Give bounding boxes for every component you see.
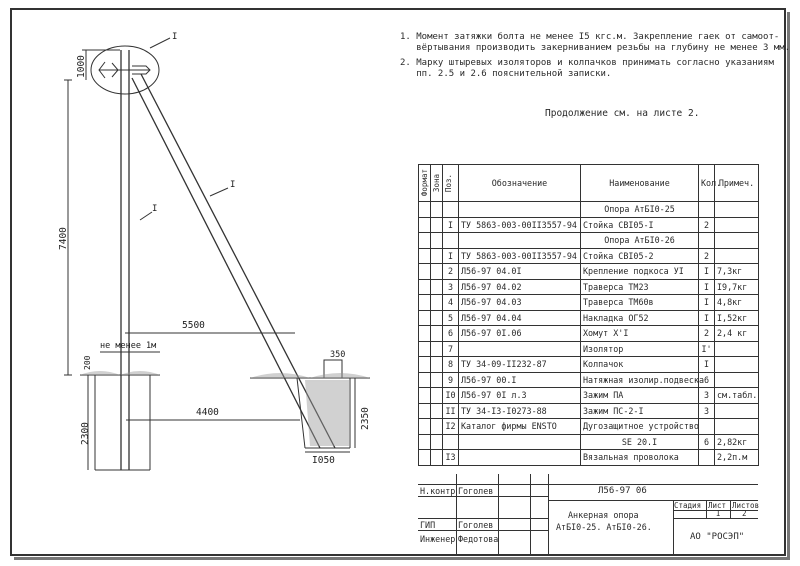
cell-note xyxy=(715,341,759,357)
cell-format xyxy=(419,217,431,233)
cell-pos: I2 xyxy=(443,419,459,435)
table-row xyxy=(419,357,759,373)
cell-name: Зажим ПС-2-I xyxy=(581,403,699,419)
title-block xyxy=(418,474,758,556)
cell-name: Натяжная изолир.подвеска xyxy=(581,372,699,388)
cell-designation: ТУ 34-09-II232-87 xyxy=(459,357,581,373)
cell-format xyxy=(419,341,431,357)
cell-qty xyxy=(699,450,715,466)
cell-note xyxy=(715,357,759,373)
doc-title-1: Анкерная опора xyxy=(568,510,639,520)
role-gip: ГИП xyxy=(420,520,436,530)
table-row xyxy=(419,310,759,326)
cell-pos xyxy=(443,202,459,218)
cell-name: Стойка СВI05-I xyxy=(581,217,699,233)
cell-pos: 2 xyxy=(443,264,459,280)
cell-format xyxy=(419,326,431,342)
cell-note xyxy=(715,419,759,435)
doc-code: Л56-97 06 xyxy=(598,486,647,496)
table-row xyxy=(419,326,759,342)
cell-qty: I xyxy=(699,279,715,295)
cell-note: I,52кг xyxy=(715,310,759,326)
cell-note xyxy=(715,403,759,419)
cell-zone xyxy=(431,403,443,419)
cell-format xyxy=(419,450,431,466)
cell-designation: Л56-97 04.02 xyxy=(459,279,581,295)
cell-qty xyxy=(699,233,715,249)
specification-table xyxy=(418,164,759,466)
cell-pos: II xyxy=(443,403,459,419)
table-row xyxy=(419,450,759,466)
continuation-note: Продолжение см. на листе 2. xyxy=(545,108,700,119)
table-row xyxy=(419,388,759,404)
table-row xyxy=(419,372,759,388)
cell-zone xyxy=(431,450,443,466)
cell-name: SE 20.I xyxy=(581,434,699,450)
cell-qty xyxy=(699,202,715,218)
note-line-2: вёртывания производить закерниванием резьбы на глубину не менее 3 мм. xyxy=(400,43,791,53)
cell-qty: I xyxy=(699,357,715,373)
cell-designation: ТУ 5863-003-00II3557-94 xyxy=(459,217,581,233)
cell-name: Дугозащитное устройство xyxy=(581,419,699,435)
dim-base-right: I050 xyxy=(312,455,335,466)
cell-note: 7,3кг xyxy=(715,264,759,280)
cell-pos: 8 xyxy=(443,357,459,373)
cell-format xyxy=(419,434,431,450)
cell-designation xyxy=(459,450,581,466)
sheet-header: Лист xyxy=(708,501,727,510)
cell-format xyxy=(419,357,431,373)
cell-note xyxy=(715,202,759,218)
table-row xyxy=(419,403,759,419)
table-row xyxy=(419,233,759,249)
cell-qty xyxy=(699,419,715,435)
cell-designation: Л56-97 04.03 xyxy=(459,295,581,311)
cell-zone xyxy=(431,372,443,388)
cell-qty: I' xyxy=(699,341,715,357)
cell-qty: 2 xyxy=(699,248,715,264)
cell-qty: I xyxy=(699,295,715,311)
cell-note: 2,82кг xyxy=(715,434,759,450)
note-line-4: пп. 2.5 и 2.6 пояснительной записки. xyxy=(400,69,612,79)
dim-depth-left: 2300 xyxy=(80,422,91,445)
cell-format xyxy=(419,233,431,249)
table-row xyxy=(419,202,759,218)
cell-note: I9,7кг xyxy=(715,279,759,295)
table-row xyxy=(419,295,759,311)
role-engineer: Инженер xyxy=(420,534,456,544)
sheets-value: 2 xyxy=(742,509,747,518)
cell-zone xyxy=(431,434,443,450)
cell-zone xyxy=(431,326,443,342)
table-row xyxy=(419,279,759,295)
cell-designation: Л56-97 0I.06 xyxy=(459,326,581,342)
cell-note: см.табл. xyxy=(715,388,759,404)
cell-qty: 6 xyxy=(699,372,715,388)
doc-title-2: АтБI0-25. АтБI0-26. xyxy=(556,522,652,532)
role-norm-control: Н.контр xyxy=(420,486,456,496)
table-row xyxy=(419,264,759,280)
stage-header: Стадия xyxy=(674,501,702,510)
cell-pos: 5 xyxy=(443,310,459,326)
sheet-value: I xyxy=(716,509,721,518)
cell-zone xyxy=(431,295,443,311)
dim-top-right: 350 xyxy=(330,350,346,360)
dim-height-total: 7400 xyxy=(58,227,69,250)
cell-qty: 3 xyxy=(699,388,715,404)
cell-pos: 6 xyxy=(443,326,459,342)
cell-note: 2,2п.м xyxy=(715,450,759,466)
cell-name: Накладка ОГ52 xyxy=(581,310,699,326)
cell-format xyxy=(419,279,431,295)
table-header-row xyxy=(419,165,759,202)
cell-pos xyxy=(443,434,459,450)
cell-note: 2,4 кг xyxy=(715,326,759,342)
dim-span-upper: 5500 xyxy=(182,320,205,331)
cell-zone xyxy=(431,264,443,280)
cell-name: Опора АтБI0-26 xyxy=(581,233,699,249)
cell-name: Зажим ПА xyxy=(581,388,699,404)
cell-format xyxy=(419,264,431,280)
cell-designation: ТУ 34-I3-I0273-88 xyxy=(459,403,581,419)
cell-format xyxy=(419,403,431,419)
callout-2: I xyxy=(152,204,158,214)
cell-pos: 9 xyxy=(443,372,459,388)
cell-qty: 3 xyxy=(699,403,715,419)
table-row xyxy=(419,419,759,435)
header-qty: Кол. xyxy=(699,165,715,202)
cell-zone xyxy=(431,388,443,404)
cell-pos: 7 xyxy=(443,341,459,357)
name-engineer: Федотова xyxy=(458,534,499,544)
cell-format xyxy=(419,295,431,311)
cell-zone xyxy=(431,310,443,326)
dim-span-lower: 4400 xyxy=(196,407,219,418)
header-note: Примеч. xyxy=(715,165,759,202)
cell-format xyxy=(419,372,431,388)
cell-name: Траверса ТМ60в xyxy=(581,295,699,311)
name-gip: Гоголев xyxy=(458,520,494,530)
cell-qty: I xyxy=(699,264,715,280)
cell-zone xyxy=(431,233,443,249)
header-designation: Обозначение xyxy=(459,165,581,202)
cell-format xyxy=(419,388,431,404)
table-row xyxy=(419,248,759,264)
cell-designation: Л56-97 00.I xyxy=(459,372,581,388)
cell-name: Изолятор xyxy=(581,341,699,357)
cell-format xyxy=(419,202,431,218)
cell-designation: Л56-97 04.0I xyxy=(459,264,581,280)
cell-note xyxy=(715,217,759,233)
dim-min-label: не менее 1м xyxy=(100,341,157,351)
cell-zone xyxy=(431,341,443,357)
cell-name: Стойка СВI05-2 xyxy=(581,248,699,264)
dim-ground: 200 xyxy=(83,355,92,370)
cell-format xyxy=(419,419,431,435)
cell-name: Колпачок xyxy=(581,357,699,373)
cell-designation xyxy=(459,233,581,249)
note-line-3: 2. Марку штыревых изоляторов и колпачков принимать согласно указаниям xyxy=(400,58,774,68)
name-norm-control: Гоголев xyxy=(458,486,494,496)
note-line-1: 1. Момент затяжки болта не менее I5 кгс.м. Закрепление гаек от самоот- xyxy=(400,32,780,42)
cell-pos: I3 xyxy=(443,450,459,466)
cell-designation xyxy=(459,341,581,357)
header-zone: Зона xyxy=(431,165,443,202)
callout-1: I xyxy=(172,32,178,42)
cell-designation xyxy=(459,434,581,450)
cell-note xyxy=(715,248,759,264)
cell-qty: I xyxy=(699,310,715,326)
cell-zone xyxy=(431,279,443,295)
cell-pos: 4 xyxy=(443,295,459,311)
cell-zone xyxy=(431,357,443,373)
cell-designation: ТУ 5863-003-00II3557-94 xyxy=(459,248,581,264)
cell-note xyxy=(715,372,759,388)
cell-name: Вязальная проволока xyxy=(581,450,699,466)
cell-designation: Каталог фирмы ENSTO xyxy=(459,419,581,435)
sheets-header: Листов xyxy=(732,501,760,510)
cell-name: Траверса ТМ23 xyxy=(581,279,699,295)
cell-pos: I0 xyxy=(443,388,459,404)
cell-pos xyxy=(443,233,459,249)
cell-name: Крепление подкоса УI xyxy=(581,264,699,280)
header-name: Наименование xyxy=(581,165,699,202)
cell-qty: 2 xyxy=(699,217,715,233)
cell-format xyxy=(419,310,431,326)
cell-zone xyxy=(431,248,443,264)
cell-zone xyxy=(431,419,443,435)
cell-name: Хомут Х'I xyxy=(581,326,699,342)
callout-3: I xyxy=(230,180,236,190)
cell-qty: 2 xyxy=(699,326,715,342)
table-row xyxy=(419,341,759,357)
dim-depth-right: 2350 xyxy=(360,407,371,430)
cell-designation: Л56-97 0I л.3 xyxy=(459,388,581,404)
table-row xyxy=(419,217,759,233)
organization: АО "РОСЭП" xyxy=(690,532,745,542)
cell-zone xyxy=(431,202,443,218)
cell-qty: 6 xyxy=(699,434,715,450)
cell-note: 4,8кг xyxy=(715,295,759,311)
cell-zone xyxy=(431,217,443,233)
header-pos: Поз. xyxy=(443,165,459,202)
header-format: Формат xyxy=(419,165,431,202)
cell-format xyxy=(419,248,431,264)
dim-top: 1000 xyxy=(76,55,87,78)
cell-pos: I xyxy=(443,217,459,233)
cell-designation: Л56-97 04.04 xyxy=(459,310,581,326)
table-row xyxy=(419,434,759,450)
cell-pos: I xyxy=(443,248,459,264)
cell-pos: 3 xyxy=(443,279,459,295)
cell-name: Опора АтБI0-25 xyxy=(581,202,699,218)
cell-designation xyxy=(459,202,581,218)
cell-note xyxy=(715,233,759,249)
